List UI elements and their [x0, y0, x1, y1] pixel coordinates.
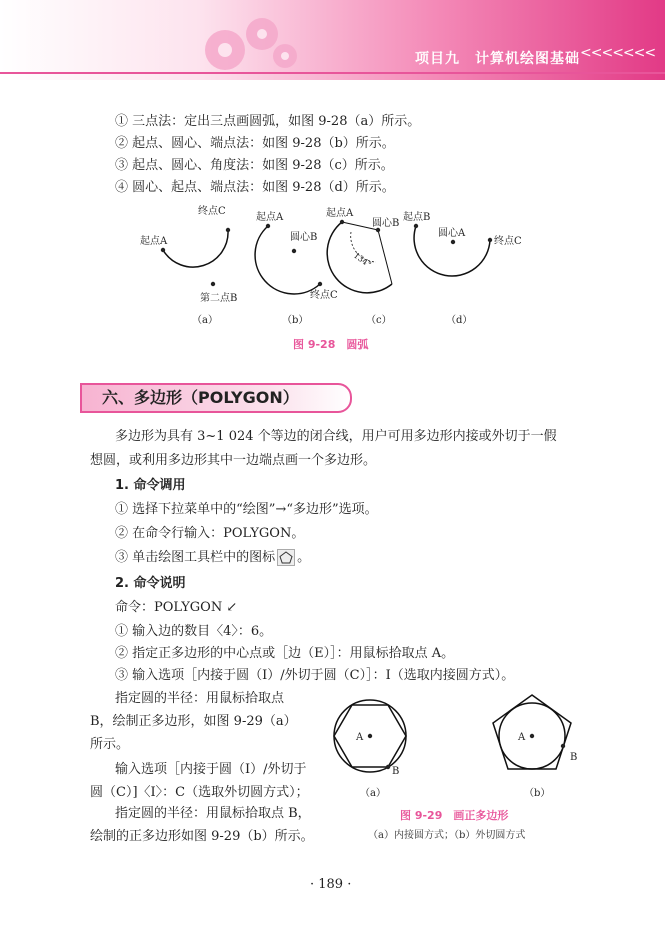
header-rule: [0, 72, 665, 74]
arc-a-tag: （a）: [192, 315, 218, 326]
circle-b-point-b: [561, 744, 565, 748]
fig-b-label-b: B: [570, 752, 578, 763]
header-chevrons: <<<<<<<: [580, 45, 656, 61]
arc-d-tag: （d）: [446, 315, 473, 326]
fig-b-label-center: A: [518, 732, 526, 743]
arc-c-label-center: 圆心B: [372, 218, 400, 229]
arc-a-label-start: 起点A: [140, 236, 168, 247]
arc-b-label-end: 终点C: [310, 290, 338, 301]
invoke-item-1: ① 选择下拉菜单中的“绘图”→“多边形”选项。: [115, 502, 378, 517]
explain-para3-line-2: 绘制的正多边形如图 9-29（b）所示。: [90, 829, 314, 844]
circle-b-center: [530, 734, 534, 738]
figure-9-29-subcaption: （a）内接圆方式；（b）外切圆方式: [368, 830, 526, 841]
explain-para3-line-1: 指定圆的半径：用鼠标拾取点 B，: [115, 806, 311, 821]
invoke-item-3-end: 。: [297, 550, 311, 565]
gears-icon: [190, 12, 310, 74]
explain-para1-line-3: 所示。: [90, 737, 130, 752]
arc-a-point-end: [226, 228, 230, 232]
arc-b-label-start: 起点A: [256, 212, 284, 223]
arc-c-point-start: [340, 220, 344, 224]
arc-b-point-center: [292, 249, 296, 253]
invoke-heading: 1. 命令调用: [115, 478, 186, 493]
invoke-item-3-text: ③ 单击绘图工具栏中的图标: [115, 550, 276, 565]
fig-b-tag: （b）: [524, 788, 551, 799]
arc-c-label-angle: 134°: [351, 250, 373, 270]
figure-9-29-caption: 图 9-29 画正多边形: [400, 809, 509, 822]
arc-method-3: ③ 起点、圆心、角度法：如图 9-28（c）所示。: [115, 158, 394, 173]
polygon-tool-icon: [277, 549, 295, 566]
arc-b-point-start: [266, 224, 270, 228]
pentagon-b: [493, 695, 571, 769]
arc-d-point-start: [414, 224, 418, 228]
arc-d-point-center: [451, 240, 455, 244]
explain-heading: 2. 命令说明: [115, 576, 186, 591]
page-number: · 189 ·: [310, 877, 352, 892]
fig-a-label-center: A: [356, 732, 364, 743]
figure-9-29: [330, 680, 600, 800]
intro-line-2: 想圆，或利用多边形其中一边端点画一个多边形。: [90, 453, 377, 468]
figure-9-28-caption: 图 9-28 圆弧: [293, 338, 369, 351]
invoke-item-3: [115, 549, 310, 567]
explain-item-3: ③ 输入选项［内接于圆（I）/外切于圆（C）］：I（选取内接圆方式）。: [115, 668, 515, 683]
circle-a-point-b: [386, 765, 390, 769]
arc-c-label-start: 起点A: [326, 208, 354, 219]
fig-a-label-b: B: [392, 766, 400, 777]
fig-a-tag: （a）: [360, 788, 386, 799]
arc-b-tag: （b）: [282, 315, 309, 326]
explain-para2-line-1: 输入选项［内接于圆（I）/外切于: [115, 762, 307, 777]
arc-b-label-center: 圆心B: [290, 232, 318, 243]
explain-para1-line-1: 指定圆的半径：用鼠标拾取点: [115, 691, 285, 706]
explain-command: 命令：POLYGON ↙: [115, 600, 238, 615]
arc-a-label-end: 终点C: [198, 206, 226, 217]
arc-method-1: ① 三点法：定出三点画圆弧，如图 9-28（a）所示。: [115, 114, 421, 129]
arc-method-4: ④ 圆心、起点、端点法：如图 9-28（d）所示。: [115, 180, 395, 195]
arc-method-2: ② 起点、圆心、端点法：如图 9-28（b）所示。: [115, 136, 395, 151]
arc-a-point-second: [211, 282, 215, 286]
explain-item-2: ② 指定正多边形的中心点或［边（E）］：用鼠标拾取点 A。: [115, 646, 455, 661]
explain-para2-line-2: 圆（C）]〈I〉：C（选取外切圆方式）；: [90, 785, 309, 800]
header-title: 项目九 计算机绘图基础: [415, 51, 580, 67]
invoke-item-2: ② 在命令行输入：POLYGON。: [115, 526, 305, 541]
section-title: 六、多边形（POLYGON）: [80, 383, 352, 413]
arc-d-label-end: 终点C: [494, 236, 522, 247]
arc-a-point-start: [161, 248, 165, 252]
arc-b-point-end: [318, 282, 322, 286]
arc-d-label-center: 圆心A: [438, 228, 466, 239]
explain-item-1: ① 输入边的数目〈4〉：6。: [115, 624, 273, 639]
arc-d-label-start: 起点B: [403, 212, 431, 223]
arc-a-label-second: 第二点B: [200, 293, 238, 304]
intro-line-1: 多边形为具有 3~1 024 个等边的闭合线，用户可用多边形内接或外切于一假: [115, 429, 557, 444]
arc-c-tag: （c）: [366, 315, 392, 326]
header-bar: [0, 0, 665, 80]
arc-a: [163, 230, 228, 267]
explain-para1-line-2: B，绘制正多边形，如图 9-29（a）: [90, 714, 297, 729]
circle-a-center: [368, 734, 372, 738]
figure-9-28: [120, 200, 540, 330]
arc-d-point-end: [488, 238, 492, 242]
